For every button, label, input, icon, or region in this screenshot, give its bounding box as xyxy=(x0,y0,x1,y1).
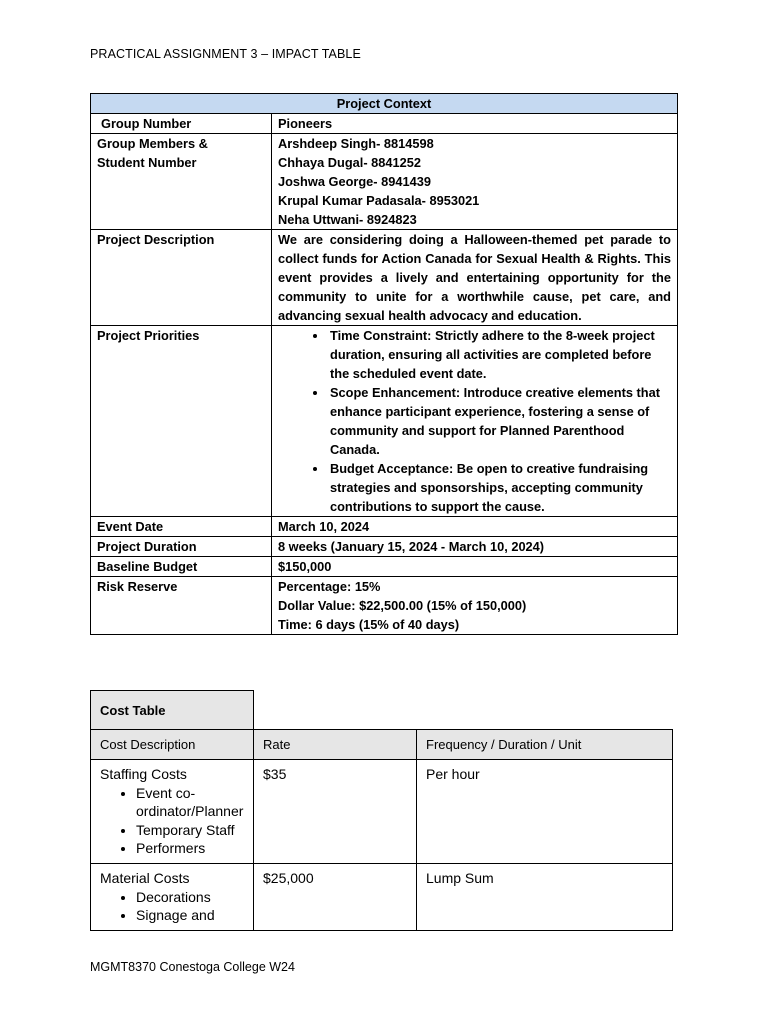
cost-items xyxy=(100,784,244,858)
members-label xyxy=(91,134,272,230)
project-context-table xyxy=(90,93,678,635)
cost-title-row xyxy=(91,691,673,730)
cost-table-title: Cost Table xyxy=(91,691,254,730)
group-number-value: Pioneers xyxy=(272,114,678,134)
budget-row xyxy=(91,557,678,577)
cost-description-cell xyxy=(91,760,254,864)
cost-item: • Decorations xyxy=(136,888,244,907)
member-entry: Chhaya Dugal- 8841252 xyxy=(278,155,421,170)
cost-header-row xyxy=(91,730,673,760)
risk-values xyxy=(272,577,678,635)
duration-row xyxy=(91,537,678,557)
cost-items xyxy=(100,888,244,925)
header-cost-description: Cost Description xyxy=(91,730,254,760)
member-entry: Joshwa George- 8941439 xyxy=(278,174,431,189)
risk-line: Dollar Value: $22,500.00 (15% of 150,000) xyxy=(278,598,527,613)
risk-line: Percentage: 15% xyxy=(278,579,381,594)
member-entry: Krupal Kumar Padasala- 8953021 xyxy=(278,193,480,208)
event-date-label: Event Date xyxy=(91,517,272,537)
cost-rate: $35 xyxy=(254,760,417,864)
member-entry: Arshdeep Singh- 8814598 xyxy=(278,136,434,151)
cost-frequency: Per hour xyxy=(417,760,673,864)
page-footer: MGMT8370 Conestoga College W24 xyxy=(90,960,295,974)
risk-line: Time: 6 days (15% of 40 days) xyxy=(278,617,460,632)
priorities-list xyxy=(278,326,671,516)
cost-item: • Signage and xyxy=(136,906,244,925)
cost-item: • Temporary Staff xyxy=(136,821,244,840)
description-row xyxy=(91,230,678,326)
budget-value: $150,000 xyxy=(272,557,678,577)
members-label-line: Student Number xyxy=(97,155,197,170)
priorities-label: Project Priorities xyxy=(91,326,272,517)
priority-item: • Time Constraint: Strictly adhere to the 8-week project duration, ensuring all activities are completed before the scheduled event date. xyxy=(328,326,671,383)
cost-table xyxy=(90,690,673,931)
event-date-row xyxy=(91,517,678,537)
context-title: Project Context xyxy=(91,94,678,114)
members-list xyxy=(272,134,678,230)
group-number-row xyxy=(91,114,678,134)
priorities-row xyxy=(91,326,678,517)
page-header: PRACTICAL ASSIGNMENT 3 – IMPACT TABLE xyxy=(90,47,361,61)
priority-item: • Scope Enhancement: Introduce creative elements that enhance participant experience, fostering a sense of community and support for Planned Parenthood Canada. xyxy=(328,383,671,459)
duration-value: 8 weeks (January 15, 2024 - March 10, 2024) xyxy=(272,537,678,557)
cost-description: Material Costs xyxy=(100,870,190,886)
cost-item: • Event co-ordinator/Planner xyxy=(136,784,244,821)
budget-label: Baseline Budget xyxy=(91,557,272,577)
cost-description-cell xyxy=(91,864,254,931)
cost-title-spacer xyxy=(254,691,673,730)
header-frequency: Frequency / Duration / Unit xyxy=(417,730,673,760)
cost-frequency: Lump Sum xyxy=(417,864,673,931)
cost-row xyxy=(91,760,673,864)
priority-item: • Budget Acceptance: Be open to creative fundraising strategies and sponsorships, accepting community contributions to support the cause. xyxy=(328,459,671,516)
context-title-row xyxy=(91,94,678,114)
cost-description: Staffing Costs xyxy=(100,766,187,782)
priorities-cell xyxy=(272,326,678,517)
header-rate: Rate xyxy=(254,730,417,760)
event-date-value: March 10, 2024 xyxy=(272,517,678,537)
description-value: We are considering doing a Halloween-themed pet parade to collect funds for Action Canada for Sexual Health & Rights. This event provides a lively and entertaining opportunity for the community to unite for a worthwhile cause, pet care, and advancing sexual health advocacy and education. xyxy=(272,230,678,326)
members-row xyxy=(91,134,678,230)
cost-row xyxy=(91,864,673,931)
description-label: Project Description xyxy=(91,230,272,326)
group-number-label: Group Number xyxy=(91,114,272,134)
duration-label: Project Duration xyxy=(91,537,272,557)
cost-item: • Performers xyxy=(136,839,244,858)
members-label-line: Group Members & xyxy=(97,136,208,151)
risk-label: Risk Reserve xyxy=(91,577,272,635)
cost-rate: $25,000 xyxy=(254,864,417,931)
risk-row xyxy=(91,577,678,635)
member-entry: Neha Uttwani- 8924823 xyxy=(278,212,417,227)
